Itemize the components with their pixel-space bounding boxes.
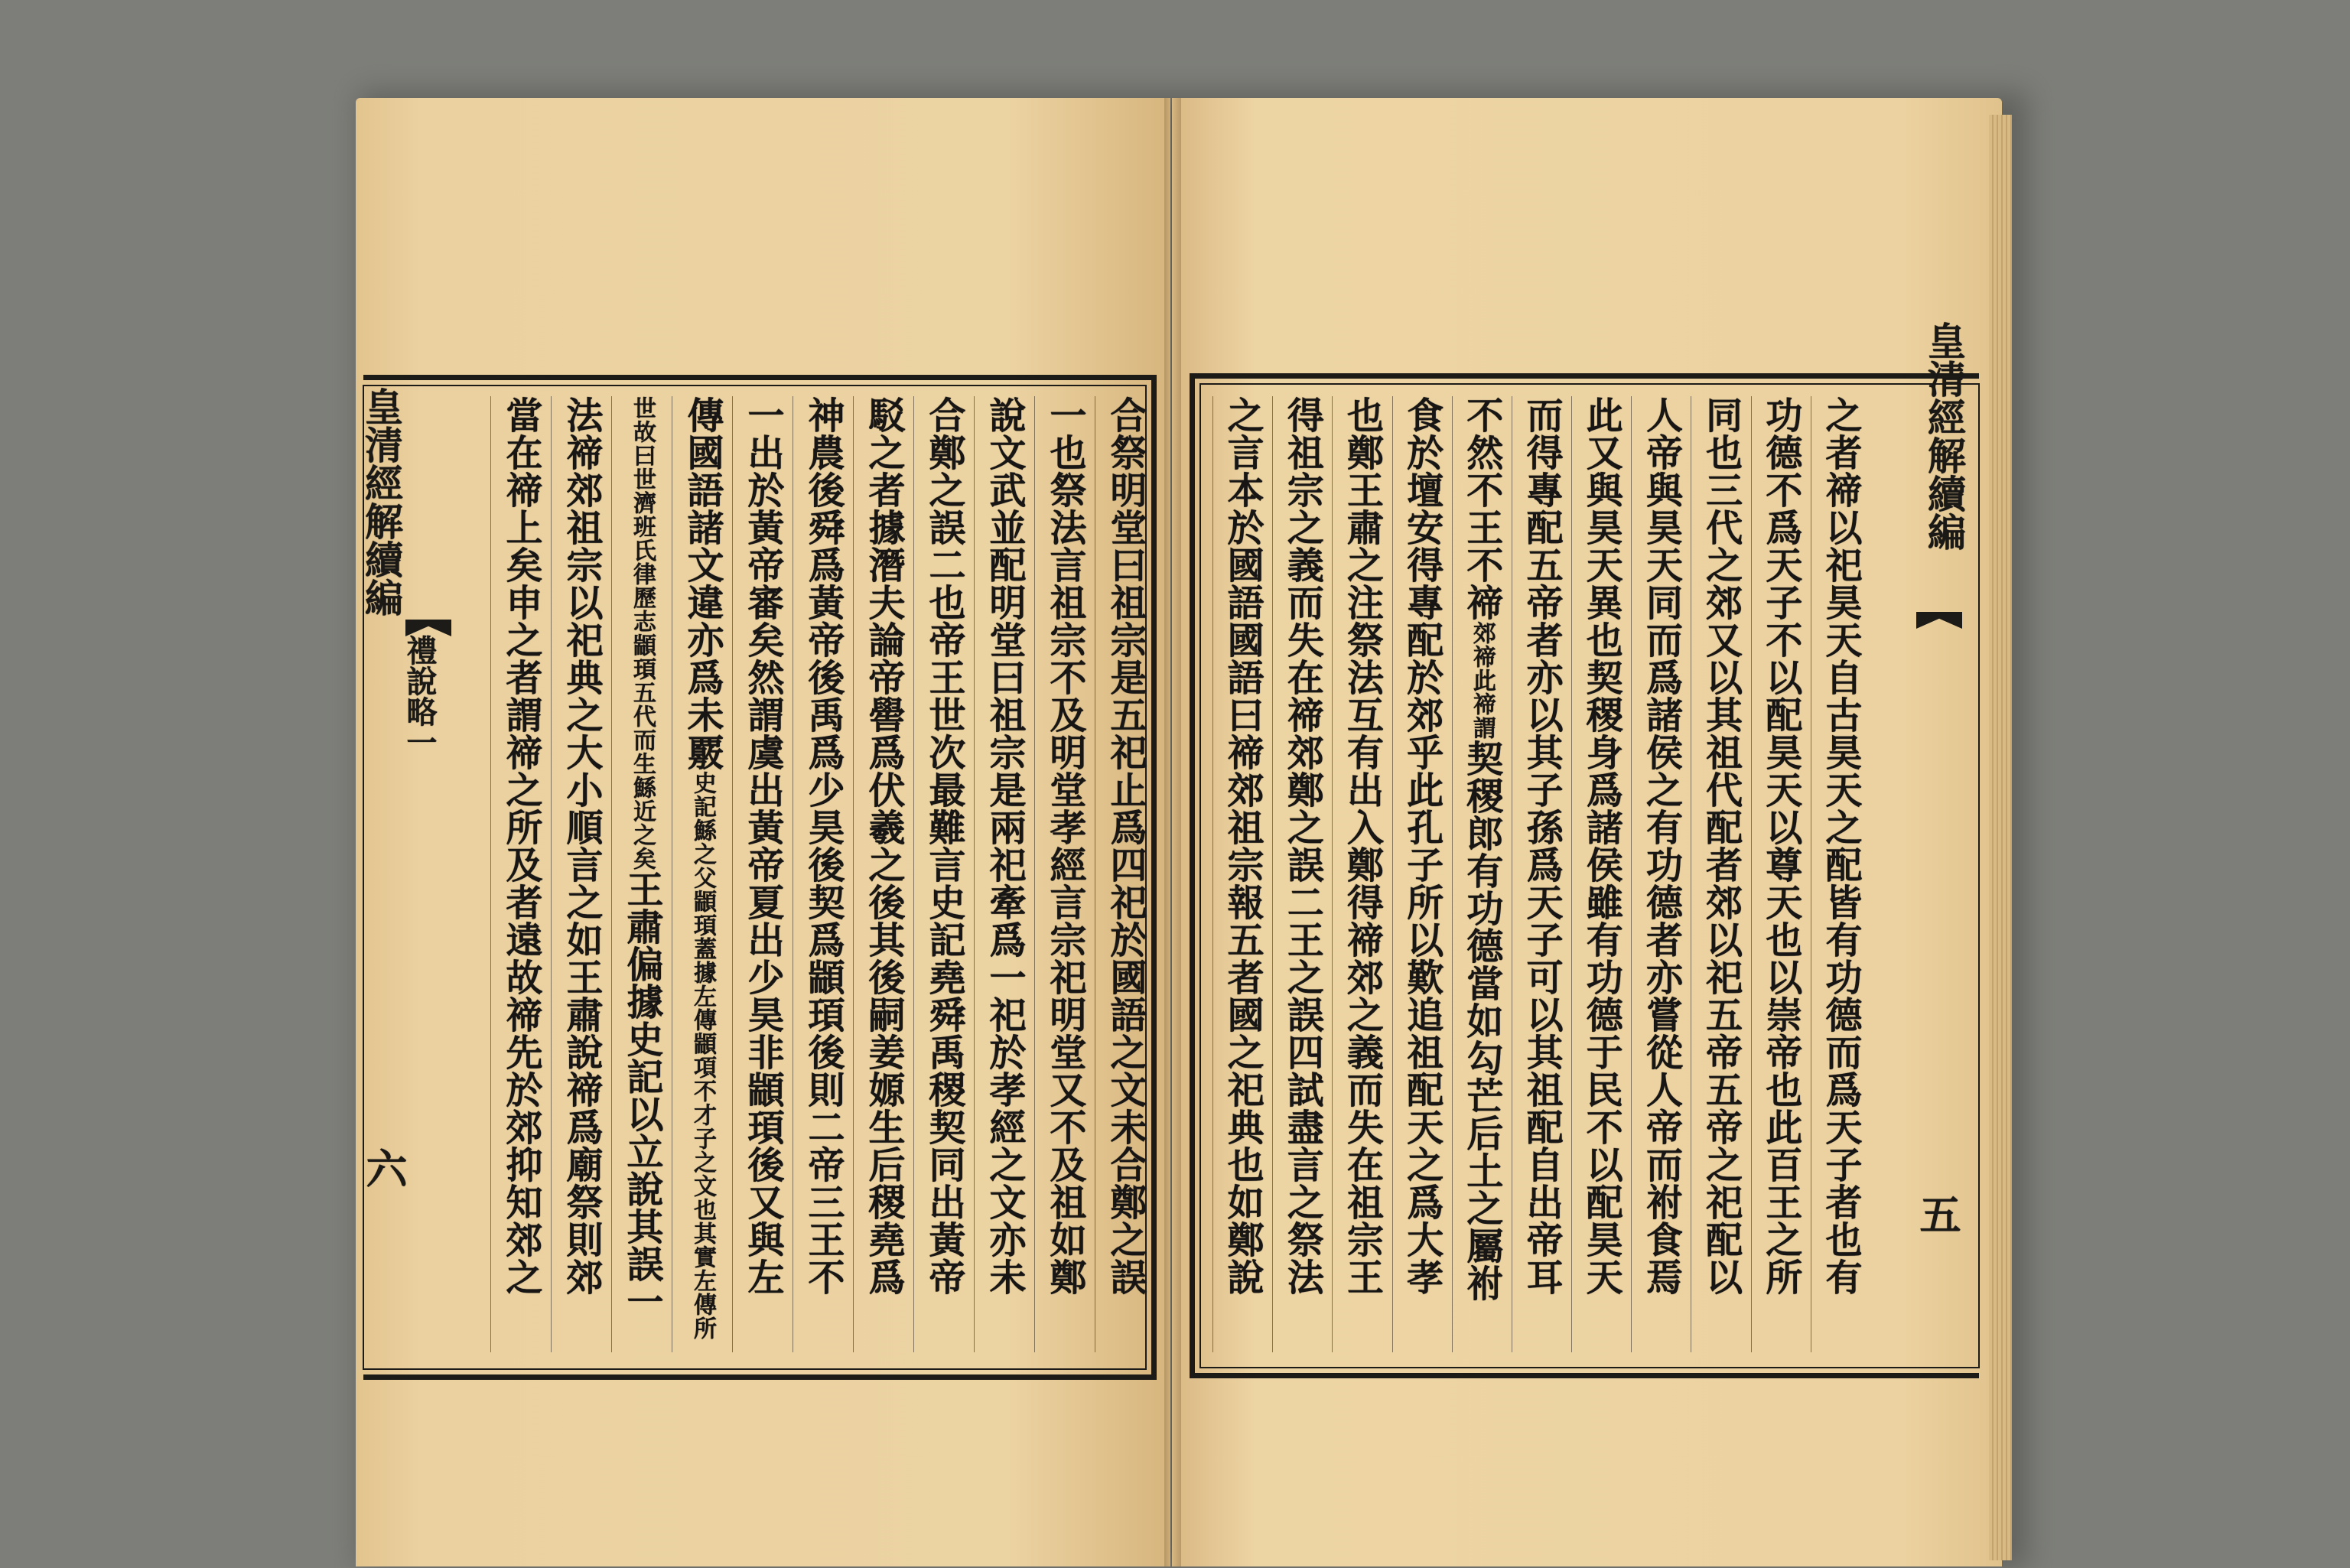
text-column: 神農後舜爲黃帝後禹爲少昊後契爲顓頊後則二帝三王不	[793, 396, 853, 1352]
text-column-with-note	[611, 396, 672, 1352]
text-column: 合祭明堂曰祖宗是五祀止爲四祀於國語之文未合鄭之誤	[1095, 396, 1155, 1352]
text-run: 王肅偏據史記以立說其誤一	[620, 870, 663, 1320]
interlinear-note: 郊禘此禘謂	[1468, 621, 1496, 740]
text-column: 人帝與昊天同而爲諸侯之有功德者亦嘗從人帝而祔食焉	[1631, 396, 1691, 1352]
right-banxin-title: 皇清經解續編	[1922, 321, 1967, 551]
text-column: 一也祭法言祖宗不及明堂孝經言宗祀明堂又不及祖如鄭	[1034, 396, 1095, 1352]
left-banxin	[358, 382, 450, 1369]
left-banxin-folio: 六	[360, 1147, 408, 1189]
page-edges	[1989, 115, 2012, 1560]
left-text-block	[474, 396, 1155, 1360]
text-run: 不然不王不禘	[1460, 396, 1503, 621]
text-column-with-note	[672, 396, 732, 1352]
text-column: 一出於黃帝審矣然謂虞出黃帝夏出少昊非顓頊後又與左	[732, 396, 793, 1352]
left-banxin-title: 皇清經解續編	[359, 387, 404, 616]
text-column: 功德不爲天子不以配昊天以尊天也以崇帝也此百王之所	[1751, 396, 1811, 1352]
text-column: 駁之者據潛夫論帝嚳爲伏羲之後其後嗣姜嫄生后稷堯爲	[853, 396, 913, 1352]
interlinear-note: 顓頊五代而生鯀近之矣	[629, 633, 656, 870]
right-text-block	[1212, 396, 1870, 1360]
text-column: 法禘郊祖宗以祀典之大小順言之如王肅說禘爲廟祭則郊	[551, 396, 611, 1352]
text-column: 之言本於國語國語曰禘郊祖宗報五者國之祀典也如鄭說	[1212, 396, 1272, 1352]
text-column: 食於壇安得專配於郊乎此孔子所以歎追祖配天之爲大孝	[1392, 396, 1452, 1352]
text-column: 說文武並配明堂曰祖宗是兩祀牽爲一祀於孝經之文亦未	[974, 396, 1034, 1352]
right-banxin	[1878, 321, 1970, 1369]
text-run: 契稷郎有功德當如勾芒后土之屬祔	[1460, 740, 1503, 1302]
text-column: 此又與昊天異也契稷身爲諸侯雖有功德于民不以配昊天	[1571, 396, 1631, 1352]
text-column: 也鄭王肅之注祭法互有出入鄭得禘郊之義而失在祖宗王	[1332, 396, 1391, 1352]
text-column: 得祖宗之義而失在禘郊鄭之誤二王之誤四試盡言之祭法	[1272, 396, 1332, 1352]
interlinear-note: 世故曰世濟班氏律歷志	[629, 396, 656, 633]
text-run: 傳國語諸文違亦爲未覈	[681, 396, 724, 771]
right-banxin-folio: 五	[1913, 1193, 1962, 1235]
left-banxin-chapter: 禮說略一	[402, 635, 438, 757]
text-column: 同也三代之郊又以其祖代配者郊以祀五帝五帝之祀配以	[1691, 396, 1750, 1352]
text-column: 當在禘上矣申之者謂禘之所及者遠故禘先於郊抑知郊之	[490, 396, 551, 1352]
text-column-with-note	[1452, 396, 1512, 1352]
text-column: 合鄭之誤二也帝王世次最難言史記堯舜禹稷契同出黃帝	[913, 396, 974, 1352]
text-column: 之者禘以祀昊天自古昊天之配皆有功德而爲天子者也有	[1811, 396, 1870, 1352]
text-column: 而得專配五帝者亦以其子孫爲天子可以其祖配自出帝耳	[1512, 396, 1571, 1352]
book-spine	[1164, 98, 1181, 1566]
interlinear-note: 史記鯀之父顓頊蓋據左傳顓項不才子之文也其實左傳所	[689, 771, 716, 1340]
